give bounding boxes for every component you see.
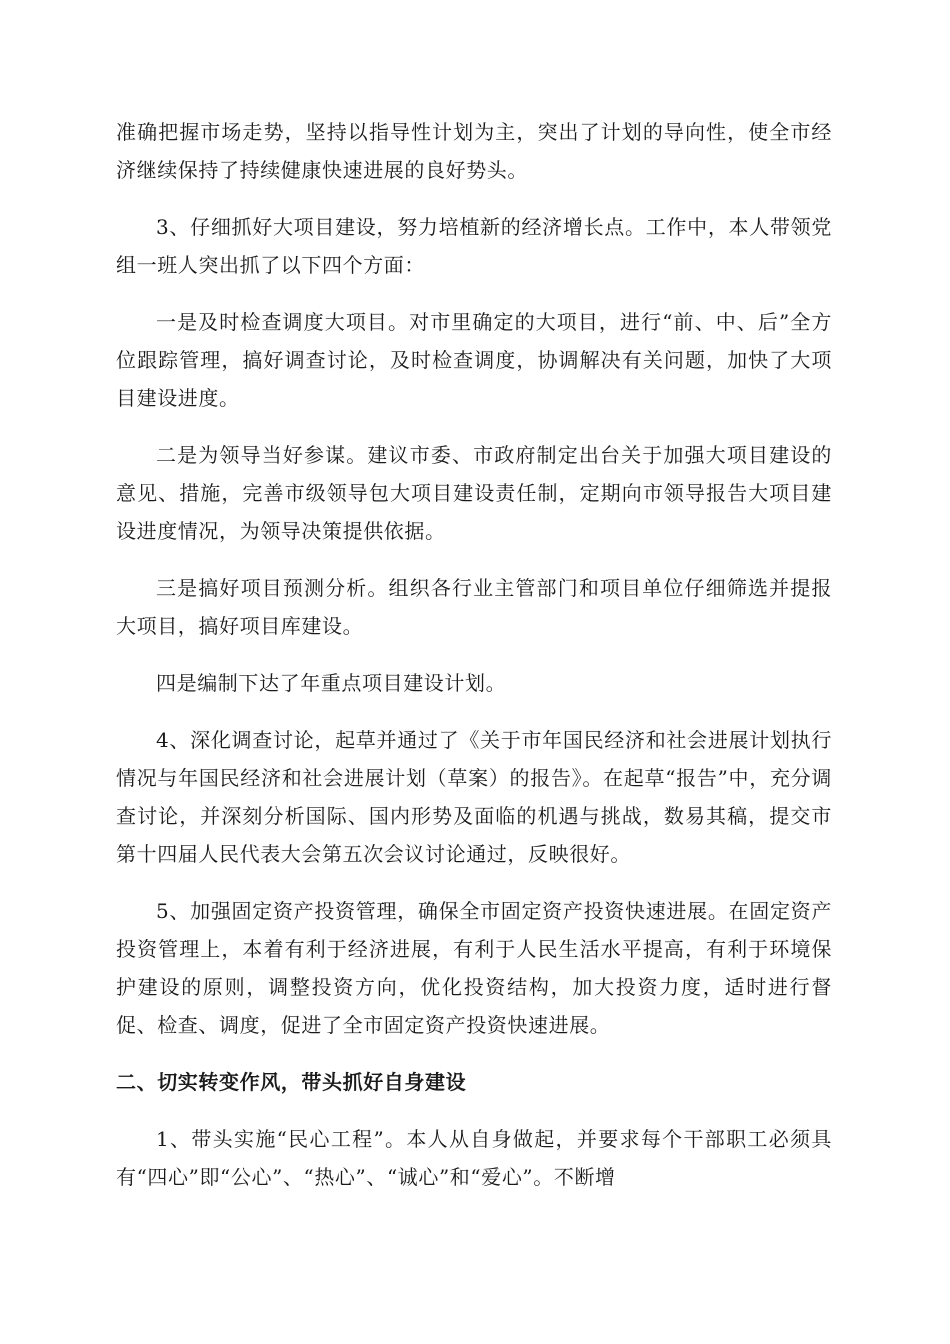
paragraph-point-3: 三是搞好项目预测分析。组织各行业主管部门和项目单位仔细筛选并提报大项目，搞好项目库建设。 <box>116 576 832 638</box>
paragraph-item-3: 3、仔细抓好大项目建设，努力培植新的经济增长点。工作中，本人带领党组一班人突出抓了以下四个方面： <box>116 215 832 277</box>
document-body <box>116 113 832 1215</box>
paragraph-point-2: 二是为领导当好参谋。建议市委、市政府制定出台关于加强大项目建设的意见、措施，完善市级领导包大项目建设责任制，定期向市领导报告大项目建设进度情况，为领导决策提供依据。 <box>116 443 832 543</box>
paragraph-item-5: 5、加强固定资产投资管理，确保全市固定资产投资快速进展。在固定资产投资管理上，本着有利于经济进展，有利于人民生活水平提高，有利于环境保护建设的原则，调整投资方向，优化投资结构，加大投资力度，适时进行督促、检查、调度，促进了全市固定资产投资快速进展。 <box>116 899 832 1037</box>
paragraph-point-4: 四是编制下达了年重点项目建设计划。 <box>156 671 507 695</box>
paragraph-item-4: 4、深化调查讨论，起草并通过了《关于市年国民经济和社会进展计划执行情况与年国民经济和社会进展计划（草案）的报告》。在起草“报告”中，充分调查讨论，并深刻分析国际、国内形势及面临的机遇与挑战，数易其稿，提交市第十四届人民代表大会第五次会议讨论通过，反映很好。 <box>116 728 832 866</box>
section-heading: 二、切实转变作风，带头抓好自身建设 <box>116 1070 467 1094</box>
paragraph-point-1: 一是及时检查调度大项目。对市里确定的大项目，进行“前、中、后”全方位跟踪管理，搞好调查讨论，及时检查调度，协调解决有关问题，加快了大项目建设进度。 <box>116 310 832 410</box>
paragraph-section-2-item-1: 1、带头实施“民心工程”。本人从自身做起，并要求每个干部职工必须具有“四心”即“公心”、“热心”、“诚心”和“爱心”。不断增 <box>116 1127 832 1189</box>
paragraph-continuation: 准确把握市场走势，坚持以指导性计划为主，突出了计划的导向性，使全市经济继续保持了持续健康快速进展的良好势头。 <box>116 120 832 182</box>
